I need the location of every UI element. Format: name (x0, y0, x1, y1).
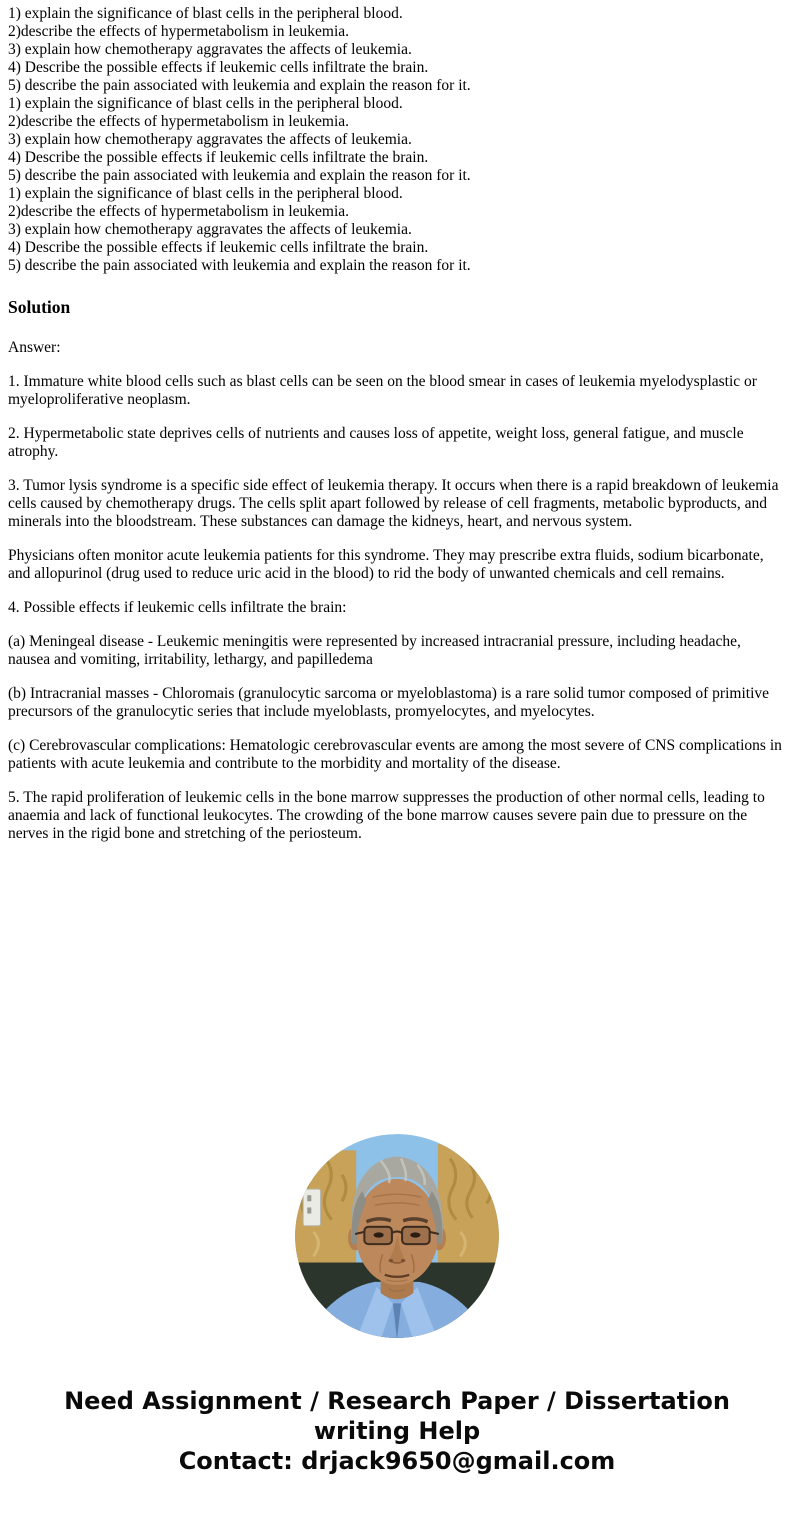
question-line: 2)describe the effects of hypermetabolism in leukemia. (8, 113, 350, 130)
question-line: 5) describe the pain associated with leukemia and explain the reason for it. (8, 167, 471, 184)
answer-paragraph: (a) Meningeal disease - Leukemic meningitis were represented by increased intracranial pressure, including headache, nausea and vomiting, irritability, lethargy, and papilledema (8, 633, 741, 668)
question-line: 1) explain the significance of blast cells in the peripheral blood. (8, 185, 403, 202)
question-list-block-1 (8, 5, 784, 95)
question-line: 2)describe the effects of hypermetabolism in leukemia. (8, 23, 350, 40)
question-line: 2)describe the effects of hypermetabolism in leukemia. (8, 203, 350, 220)
solution-heading: Solution (8, 297, 71, 317)
answer-paragraph: (c) Cerebrovascular complications: Hematologic cerebrovascular events are among the most severe of CNS complications in patients with acute leukemia and contribute to the morbidity and mortality of the disease. (8, 737, 782, 772)
answer-paragraph: 5. The rapid proliferation of leukemic cells in the bone marrow suppresses the production of other normal cells, leading to anaemia and lack of functional leukocytes. The crowding of the bone marrow causes severe pain due to pressure on the nerves in the rigid bone and stretching of the periosteum. (8, 789, 765, 842)
answer-paragraph: 3. Tumor lysis syndrome is a specific side effect of leukemia therapy. It occurs when there is a rapid breakdown of leukemia cells caused by chemotherapy drugs. The cells split apart followed by release of cell fragments, metabolic byproducts, and minerals into the bloodstream. These substances can damage the kidneys, heart, and nervous system. (8, 477, 779, 530)
question-list-block-2 (8, 95, 784, 185)
tutor-portrait-photo (295, 1134, 499, 1338)
question-line: 4) Describe the possible effects if leukemic cells infiltrate the brain. (8, 149, 429, 166)
footer-heading-line2: writing Help (313, 1417, 481, 1445)
answer-paragraph: 1. Immature white blood cells such as blast cells can be seen on the blood smear in cases of leukemia myelodysplastic or myeloproliferative neoplasm. (8, 373, 757, 408)
footer-banner (0, 1386, 794, 1504)
question-line: 1) explain the significance of blast cells in the peripheral blood. (8, 95, 403, 112)
answer-paragraph: 4. Possible effects if leukemic cells infiltrate the brain: (8, 599, 347, 616)
answer-label: Answer: (8, 339, 61, 356)
footer-heading-line1: Need Assignment / Research Paper / Dissertation (64, 1387, 730, 1415)
answer-paragraph: 2. Hypermetabolic state deprives cells of nutrients and causes loss of appetite, weight loss, general fatigue, and muscle atrophy. (8, 425, 744, 460)
question-line: 4) Describe the possible effects if leukemic cells infiltrate the brain. (8, 59, 429, 76)
tutor-portrait-illustration (295, 1134, 499, 1338)
question-line: 3) explain how chemotherapy aggravates the affects of leukemia. (8, 221, 412, 238)
footer-contact-email: Contact: drjack9650@gmail.com (178, 1447, 616, 1475)
question-line: 4) Describe the possible effects if leukemic cells infiltrate the brain. (8, 239, 429, 256)
question-line: 3) explain how chemotherapy aggravates the affects of leukemia. (8, 131, 412, 148)
answer-paragraph: (b) Intracranial masses - Chloromais (granulocytic sarcoma or myeloblastoma) is a rare solid tumor composed of primitive precursors of the granulocytic series that include myeloblasts, promyelocytes, and myelocytes. (8, 685, 769, 720)
question-line: 5) describe the pain associated with leukemia and explain the reason for it. (8, 77, 471, 94)
question-line: 3) explain how chemotherapy aggravates the affects of leukemia. (8, 41, 412, 58)
answer-paragraph: Physicians often monitor acute leukemia patients for this syndrome. They may prescribe extra fluids, sodium bicarbonate, and allopurinol (drug used to reduce uric acid in the blood) to rid the body of unwanted chemicals and cell remains. (8, 547, 764, 582)
question-line: 1) explain the significance of blast cells in the peripheral blood. (8, 5, 403, 22)
question-list-block-3 (8, 185, 784, 275)
question-line: 5) describe the pain associated with leukemia and explain the reason for it. (8, 257, 471, 274)
